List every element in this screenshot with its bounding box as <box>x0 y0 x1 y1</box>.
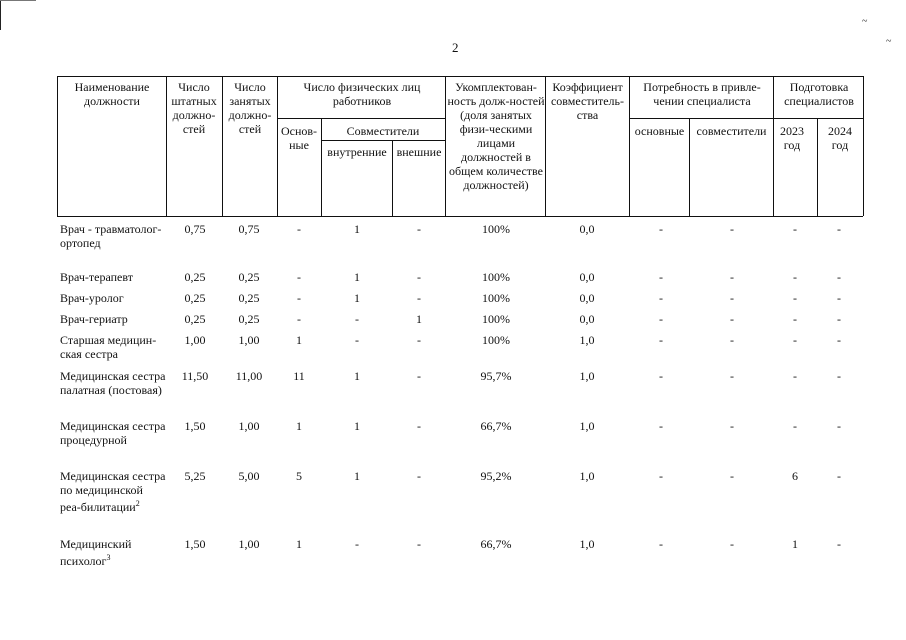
position-name: Медицинский психолог$^3$ <box>60 537 132 568</box>
col-potr-osn-header: основные <box>634 124 685 138</box>
cell-zan: 1,00 <box>238 419 260 433</box>
cell-koef: 0,0 <box>579 312 595 326</box>
scan-edge-mark <box>0 0 1 30</box>
cell-y2: - <box>837 270 841 284</box>
col-osn-header: Основ-ные <box>280 124 318 152</box>
cell-p2: - <box>730 419 734 433</box>
cell-koef: 1,0 <box>579 537 595 551</box>
cell-vn: 1 <box>354 270 360 284</box>
cell-p1: - <box>659 469 663 483</box>
cell-zan: 0,75 <box>238 222 260 236</box>
col-shtat-header: Число штатных должно-стей <box>171 80 217 136</box>
cell-p1: - <box>659 419 663 433</box>
cell-uk: 66,7% <box>480 419 512 433</box>
cell-shtat: 11,50 <box>181 369 209 383</box>
cell-uk: 100% <box>482 222 510 236</box>
cell-osn: 1 <box>296 537 302 551</box>
scan-speck: ~ <box>886 36 892 47</box>
cell-y2: - <box>837 291 841 305</box>
cell-y1: - <box>793 291 797 305</box>
cell-ext: - <box>417 469 421 483</box>
cell-p2: - <box>730 312 734 326</box>
cell-koef: 1,0 <box>579 419 595 433</box>
position-name: Медицинская сестра по медицинской реа-билитации$^2$ <box>60 469 166 514</box>
cell-koef: 0,0 <box>579 222 595 236</box>
cell-vn: - <box>355 312 359 326</box>
cell-p1: - <box>659 222 663 236</box>
cell-uk: 66,7% <box>480 537 512 551</box>
col-zan-header: Число занятых должно-стей <box>228 80 272 136</box>
cell-zan: 1,00 <box>238 537 260 551</box>
cell-vn: 1 <box>354 419 360 433</box>
cell-p1: - <box>659 270 663 284</box>
cell-y2: - <box>837 537 841 551</box>
position-name: Медицинская сестра процедурной <box>60 419 166 447</box>
position-name: Врач-гериатр <box>60 312 128 326</box>
cell-shtat: 5,25 <box>184 469 206 483</box>
cell-shtat: 0,25 <box>184 270 206 284</box>
cell-zan: 1,00 <box>238 333 260 347</box>
cell-y2: - <box>837 333 841 347</box>
cell-vn: 1 <box>354 222 360 236</box>
cell-zan: 5,00 <box>238 469 260 483</box>
cell-y1: - <box>793 333 797 347</box>
cell-koef: 0,0 <box>579 270 595 284</box>
cell-ext: - <box>417 222 421 236</box>
cell-y2: - <box>837 469 841 483</box>
cell-y2: - <box>837 369 841 383</box>
cell-uk: 95,7% <box>480 369 512 383</box>
cell-p1: - <box>659 537 663 551</box>
col-potr-header: Потребность в привле-чении специалиста <box>643 80 761 108</box>
col-phys-header: Число физических лиц работников <box>303 80 421 108</box>
cell-vn: - <box>355 333 359 347</box>
col-podg-header: Подготовка специалистов <box>784 80 854 108</box>
scan-edge-mark-top <box>0 0 36 1</box>
cell-shtat: 0,25 <box>184 312 206 326</box>
cell-p2: - <box>730 291 734 305</box>
col-koef-header: Коэффициент совместитель-ства <box>550 80 625 122</box>
cell-shtat: 0,75 <box>184 222 206 236</box>
col-2024-header: 2024 год <box>828 124 852 152</box>
cell-uk: 100% <box>482 291 510 305</box>
cell-shtat: 0,25 <box>184 291 206 305</box>
position-name: Старшая медицин-ская сестра <box>60 333 157 361</box>
cell-ext: - <box>417 333 421 347</box>
cell-p1: - <box>659 291 663 305</box>
cell-uk: 95,2% <box>480 469 512 483</box>
cell-y1: - <box>793 419 797 433</box>
cell-zan: 0,25 <box>238 291 260 305</box>
cell-p2: - <box>730 270 734 284</box>
footnote-ref: 3 <box>106 553 111 562</box>
col-sovm-header: Совместители <box>346 124 420 138</box>
cell-p2: - <box>730 333 734 347</box>
cell-p2: - <box>730 222 734 236</box>
col-potr-sovm-header: совместители <box>696 124 767 138</box>
cell-koef: 1,0 <box>579 369 595 383</box>
col-ukompl-header: Укомплектован-ность долж-ностей (доля занятых физи-ческими лицами должностей в общем количестве должностей) <box>447 80 545 192</box>
scan-speck: ~ <box>862 16 868 27</box>
cell-koef: 0,0 <box>579 291 595 305</box>
col-vnutr-header: внутренние <box>327 145 387 159</box>
cell-zan: 11,00 <box>235 369 263 383</box>
cell-y1: - <box>793 222 797 236</box>
cell-ext: 1 <box>416 312 422 326</box>
cell-ext: - <box>417 369 421 383</box>
cell-y1: - <box>793 369 797 383</box>
cell-koef: 1,0 <box>579 469 595 483</box>
cell-y1: 1 <box>792 537 798 551</box>
cell-p1: - <box>659 333 663 347</box>
cell-p1: - <box>659 369 663 383</box>
cell-uk: 100% <box>482 270 510 284</box>
cell-y2: - <box>837 222 841 236</box>
cell-osn: - <box>297 222 301 236</box>
cell-osn: 1 <box>296 333 302 347</box>
cell-vn: 1 <box>354 291 360 305</box>
cell-zan: 0,25 <box>238 270 260 284</box>
cell-osn: - <box>297 312 301 326</box>
cell-ext: - <box>417 291 421 305</box>
position-name: Врач - травматолог-ортопед <box>60 222 162 250</box>
cell-p2: - <box>730 537 734 551</box>
cell-shtat: 1,00 <box>184 333 206 347</box>
cell-shtat: 1,50 <box>184 419 206 433</box>
footnote-ref: 2 <box>135 499 140 508</box>
col-vnesh-header: внешние <box>396 145 442 159</box>
cell-p2: - <box>730 469 734 483</box>
position-name: Врач-терапевт <box>60 270 133 284</box>
cell-osn: - <box>297 270 301 284</box>
cell-p2: - <box>730 369 734 383</box>
position-name: Медицинская сестра палатная (постовая) <box>60 369 166 397</box>
cell-osn: 1 <box>296 419 302 433</box>
cell-zan: 0,25 <box>238 312 260 326</box>
cell-y2: - <box>837 419 841 433</box>
cell-vn: 1 <box>354 369 360 383</box>
cell-ext: - <box>417 419 421 433</box>
cell-osn: - <box>297 291 301 305</box>
cell-ext: - <box>417 270 421 284</box>
cell-y1: - <box>793 312 797 326</box>
cell-y2: - <box>837 312 841 326</box>
cell-osn: 5 <box>296 469 302 483</box>
cell-osn: 11 <box>293 369 305 383</box>
cell-shtat: 1,50 <box>184 537 206 551</box>
cell-ext: - <box>417 537 421 551</box>
cell-vn: 1 <box>354 469 360 483</box>
col-name-header: Наименование должности <box>74 80 150 108</box>
cell-y1: 6 <box>792 469 798 483</box>
cell-y1: - <box>793 270 797 284</box>
cell-koef: 1,0 <box>579 333 595 347</box>
position-name: Врач-уролог <box>60 291 124 305</box>
cell-vn: - <box>355 537 359 551</box>
col-2023-header: 2023 год <box>780 124 804 152</box>
page-number: 2 <box>452 40 459 55</box>
cell-uk: 100% <box>482 333 510 347</box>
cell-p1: - <box>659 312 663 326</box>
cell-uk: 100% <box>482 312 510 326</box>
